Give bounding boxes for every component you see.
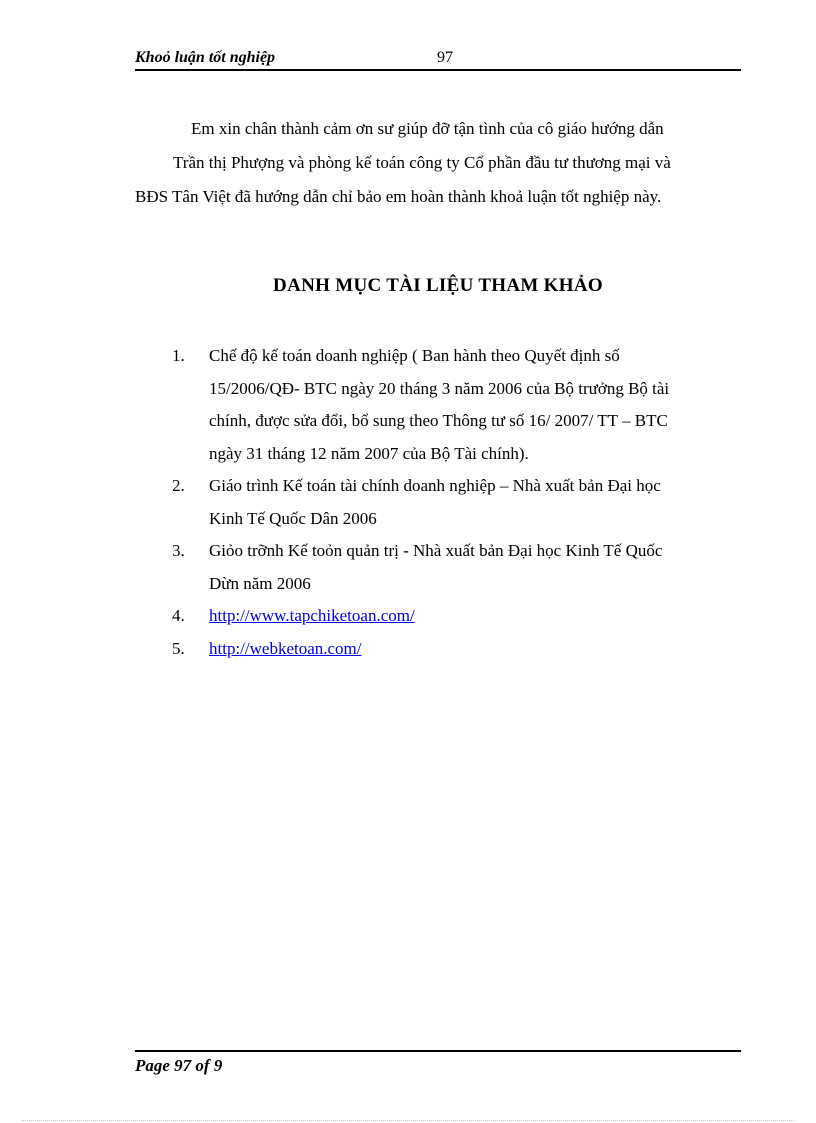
reference-item xyxy=(172,633,742,666)
reference-line: Chế độ kế toán doanh nghiệp ( Ban hành theo Quyết định số xyxy=(209,346,620,365)
reference-link-tapchiketoan[interactable]: http://www.tapchiketoan.com/ xyxy=(209,606,415,625)
reference-line: Kinh Tế Quốc Dân 2006 xyxy=(209,508,377,528)
acknowledgment-line: Em xin chân thành cảm ơn sư giúp đỡ tận tình của cô giáo hướng dẫn xyxy=(191,119,664,138)
reference-line: 15/2006/QĐ- BTC ngày 20 tháng 3 năm 2006 của Bộ trưởng Bộ tài xyxy=(209,378,670,398)
page-bottom-edge xyxy=(22,1120,794,1121)
reference-item xyxy=(172,470,742,535)
reference-text xyxy=(209,633,742,666)
acknowledgment-line: Trần thị Phượng và phòng kế toán công ty Cổ phần đầu tư thương mại và xyxy=(173,153,671,172)
reference-text xyxy=(209,340,742,470)
reference-number: 1. xyxy=(172,346,185,365)
header-page-number: 97 xyxy=(437,49,453,66)
footer-divider xyxy=(135,1050,741,1052)
reference-link-webketoan[interactable]: http://webketoan.com/ xyxy=(209,638,362,658)
reference-line: chính, được sửa đổi, bổ sung theo Thông tư số 16/ 2007/ TT – BTC xyxy=(209,411,668,430)
reference-text xyxy=(209,470,742,535)
reference-line: Dừn năm 2006 xyxy=(209,573,311,593)
reference-line: Giáo trình Kế toán tài chính doanh nghiệp – Nhà xuất bản Đại học xyxy=(209,476,661,495)
reference-line: ngày 31 tháng 12 năm 2007 của Bộ Tài chính). xyxy=(209,443,529,463)
header-divider xyxy=(135,69,741,71)
reference-item xyxy=(172,340,742,470)
reference-number: 4. xyxy=(172,606,185,625)
reference-text xyxy=(209,600,742,633)
reference-number: 2. xyxy=(172,476,185,495)
reference-number: 5. xyxy=(172,638,185,658)
reference-item xyxy=(172,600,742,633)
reference-text xyxy=(209,535,742,600)
reference-line: Giỏo trỡnh Kế toỏn quản trị - Nhà xuất bản Đại học Kinh Tế Quốc xyxy=(209,541,663,560)
references-list xyxy=(172,340,742,665)
references-heading: DANH MỤC TÀI LIỆU THAM KHẢO xyxy=(273,275,603,296)
footer-page-label: Page 97 of 9 xyxy=(135,1056,223,1075)
reference-item xyxy=(172,535,742,600)
page-header xyxy=(135,49,741,69)
header-title: Khoỏ luận tốt nghiệp xyxy=(135,49,276,66)
acknowledgment-paragraph xyxy=(135,112,741,214)
reference-number: 3. xyxy=(172,541,185,560)
acknowledgment-line: BĐS Tân Việt đã hướng dẫn chỉ bảo em hoàn thành khoả luận tốt nghiệp này. xyxy=(135,187,662,206)
